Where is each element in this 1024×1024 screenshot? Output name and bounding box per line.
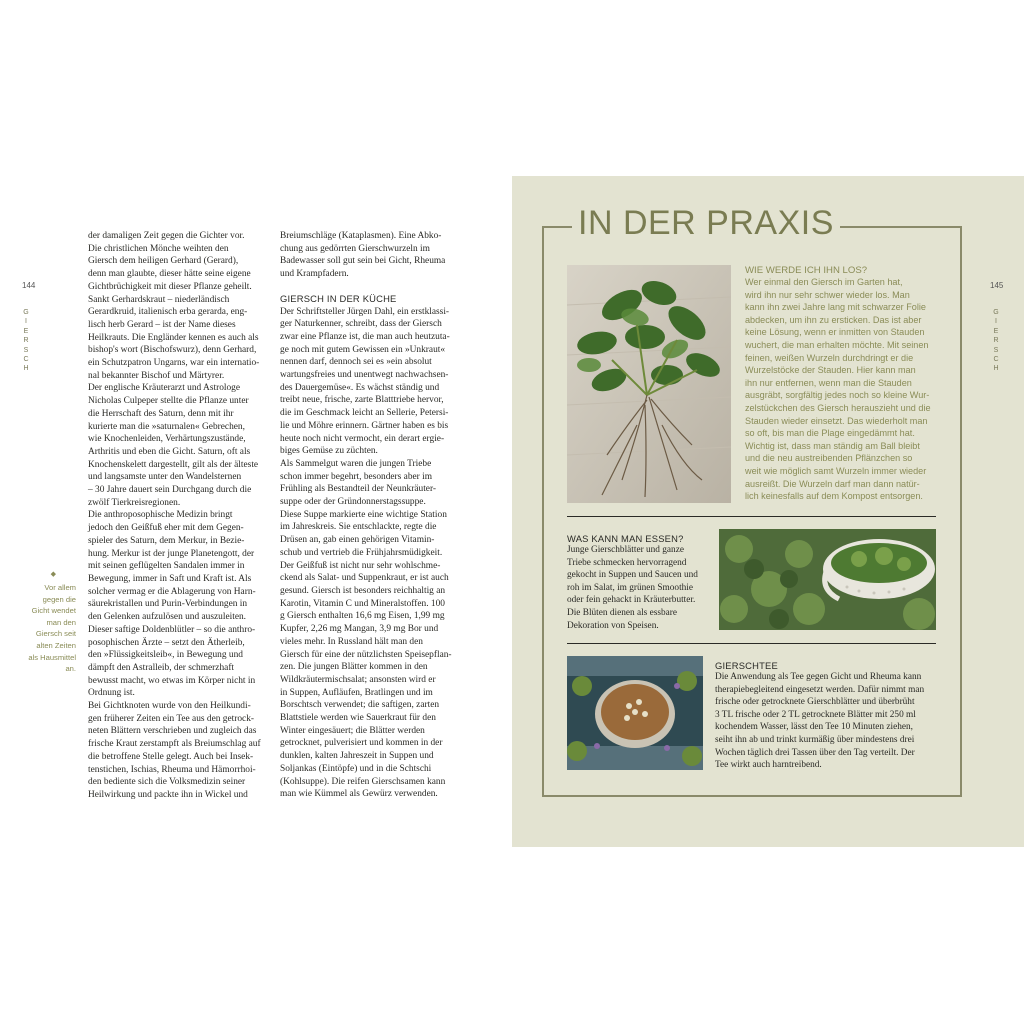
column-1-line: den Gelenken aufzulösen und auszuleiten. [88,612,247,623]
column-1-line: der damaligen Zeit gegen die Gichter vor. [88,231,245,241]
column-1-line: Arthritis und eben die Gicht. Saturn, oft als [88,446,251,457]
column-1-line: die betroffene Stelle gelegt. Auch bei Insek- [88,751,254,762]
frame-bottom-line [542,795,962,797]
section-tea-text [715,671,943,772]
column-1-line: säurekristallen und Purin-Verbindungen in [88,599,248,610]
side-note [28,571,76,675]
column-1-line: ein Schutzpatron Ungarns, war ein internatio- [88,358,260,369]
column-1-line: die Herrschaft des Saturn, denn mit ihr [88,408,234,419]
column-2-body-line: gesund. Giersch ist besonders reichhaltig an [280,585,446,596]
section-remove-line: ausgräbt, sorgfältig jedes noch so kleine Wur- [745,390,930,401]
section-remove-line: zelstückchen des Giersch herauszieht und die [745,402,931,413]
column-2-body-line: des Dauergemüse«. Es wächst ständig und [280,382,440,393]
column-2-body-line: g Giersch enthalten 16,6 mg Eisen, 1,99 mg [280,611,445,622]
column-1-line: den bediente sich die Volksmedizin seiner [88,777,246,788]
column-2-body-line: Der Geißfuß ist nicht nur sehr wohlschme- [280,560,441,571]
column-2-body-line: Soljankas (Eintöpfe) und in die Schtschi [280,763,432,774]
column-2-body-line: Diese Suppe markierte eine wichtige Station [280,509,447,520]
column-2-body-line: heute noch nicht vermocht, ein derart ergie- [280,433,445,444]
section-remove-line: und die neu austreibenden Pflänzchen so [745,453,913,464]
divider-2 [567,643,936,644]
section-remove-line: Wurzelstöcke der Stauden. Hier kann man [745,365,916,376]
column-1-line: Giersch dem heiligen Gerhard (Gerard), [88,256,239,267]
column-1-line: Sankt Gerhardskraut – niederländisch [88,294,230,305]
section-remove-line: kann ihn zwei Jahre lang mit schwarzer Folie [745,302,926,313]
column-1-line: Gichtbrüchigkeit mit dieser Pflanze geheilt. [88,281,252,292]
column-2-body-line: dunklen, kalten Jahreszeit in Suppen und [280,751,434,762]
section-tea-line: Tee wirkt auch harntreibend. [715,760,822,771]
column-2-body-line: Als Sammelgut waren die jungen Triebe [280,458,432,469]
section-tea-heading: GIERSCHTEE [715,660,778,671]
column-2-body-line: ge noch mit gutem Gewissen ein »Unkraut« [280,344,446,355]
column-1-line: Der englische Kräuterarzt und Astrologe [88,383,241,394]
page-number-left: 144 [22,281,36,290]
column-2-body-line: man wie Kümmel als Gewürz verwenden. [280,789,438,800]
section-eat-line: Dekoration von Speisen. [567,620,659,631]
column-2-body-line: wartungsfreies und unentwegt nachwachsen- [280,370,449,381]
section-remove-line: feinen, weißen Wurzeln durchdringt er die [745,352,914,363]
column-1-line: dämpft den Astralleib, der schmerzhaft [88,662,235,673]
column-1-line: Heilwirkung und packte ihn in Wickel und [88,789,248,800]
column-2-intro-line: Badewasser soll gut sein bei Gicht, Rheuma [280,256,446,267]
section-heading-kueche: GIERSCH IN DER KÜCHE [280,292,397,304]
column-2-body-line: Drüsen an, gab einen gehörigen Vitamin- [280,535,435,546]
column-1-line: Die christlichen Mönche weihten den [88,243,229,254]
column-2-intro [280,230,462,281]
body-column-1 [88,230,270,802]
column-1-line: frische Kraut zerstampft als Breiumschlag auf [88,739,261,750]
column-2-body-line: lie und Möhre erinnern. Gärtner haben es bis [280,420,449,431]
column-2-body-line: schon immer begehrt, besonders aber im [280,471,433,482]
column-1-line: Dieser saftige Doldenblütler – so die anthro- [88,624,256,635]
column-2-body-line: im Jahreskreis. Sie entschlackte, regte die [280,522,437,533]
section-remove-line: keine Lösung, wenn er inmitten von Stauden [745,327,925,338]
column-1-line: tenstichen, Ischias, Rheuma und Hämorrhoi- [88,764,256,775]
column-2-intro-line: Breiumschläge (Kataplasmen). Eine Abko- [280,231,442,241]
frame-left-line [542,226,544,797]
section-eat [567,533,727,632]
column-2-body-line: Der Schriftsteller Jürgen Dahl, ein erstklassi- [280,306,450,317]
section-tea-line: 3 TL frische oder 2 TL getrocknete Blätter mit 250 ml [715,709,916,720]
column-1-line: Bewegung, immer in Saft und Kraft ist. Als [88,573,252,584]
section-eat-line: Die Blüten dienen als essbare [567,607,677,618]
column-1-line: neten Blättern verschrieben und zugleich das [88,726,257,737]
column-2-body-line: treibt neue, frische, zarte Blatttriebe hervor, [280,395,444,406]
section-tea-line: therapiebegleitend eingesetzt werden. Dafür nimmt man [715,684,925,695]
column-2-body-line: schub und vertrieb die Frühjahrsmüdigkeit. [280,547,443,558]
section-remove-line: Stauden wieder einsetzt. Das wiederholt man [745,415,928,426]
section-eat-line: Junge Gierschblätter und ganze [567,545,684,555]
section-eat-heading: WAS KANN MAN ESSEN? [567,533,684,544]
divider-1 [567,516,936,517]
diamond-icon: ◆ [50,571,56,578]
column-2-body-line: ger Naturkenner, schreibt, dass der Giersch [280,319,442,330]
column-2-body-line: Winter eingesäuert; die Blätter werden [280,725,425,736]
column-2-body-line: zwar eine Pflanze ist, die man auch heutzuta- [280,331,450,342]
section-eat-line: oder fein gehackt in Kräuterbutter. [567,595,696,606]
column-1-line: Bei Gichtknoten wurde von den Heilkundi- [88,701,251,712]
column-1-line: lisch herb Gerard – ist der Name dieses [88,319,236,330]
page-number-right: 145 [990,281,1004,290]
section-remove-line: ausreißt. Die Wurzeln darf man dann natür- [745,478,920,489]
column-1-line: und langsamste unter den Wandelsternen [88,472,242,483]
column-1-line: gen früherer Zeiten ein Tee aus den getrock- [88,713,255,724]
column-2-body-line: Frühling als Bestandteil der Neunkräuter- [280,484,437,495]
column-2-body-line: Borschtsch verwendet; die saftigen, zarten [280,700,440,711]
section-remove [745,265,945,503]
uprooted-giersch-photo [567,265,731,503]
column-1-line: den »Flüssigkeitsleib«, in Bewegung und [88,650,243,661]
column-1-line: kurierte man die »saturnalen« Gebrechen, [88,421,245,432]
section-remove-line: Wichtig ist, dass man ständig am Ball bleibt [745,440,920,451]
column-1-line: Knochenskelett dargestellt, gilt als der älteste [88,459,259,470]
section-remove-text [745,276,945,503]
column-2-body-line: biges Gemüse zu züchten. [280,446,378,457]
section-remove-line: so oft, bis man die Plage eingedämmt hat. [745,428,915,439]
column-1-line: Nicholas Culpeper stellte die Pflanze unter [88,396,249,407]
column-1-line: jedoch den Geißfuß eher mit dem Gegen- [88,523,244,534]
body-column-2 [280,230,462,801]
column-2-body-line: ckend als Salat- und Suppenkraut, er ist auch [280,573,449,584]
column-2-body-line: getrocknet, pulverisiert und kommen in der [280,738,443,749]
column-2-body-line: vieles mehr. In Russland hält man den [280,636,423,647]
column-1-line: Gerardkruid, italienisch erba gerarda, eng- [88,307,248,318]
frame-right-line [960,226,962,797]
section-tea-line: frische oder getrocknete Gierschblätter und überbrüht [715,697,915,708]
column-2-body-line: in Suppen, Aufläufen, Bratlingen und im [280,687,433,698]
column-1-line: bewusst macht, wo etwas im Körper nicht in [88,675,256,686]
column-2-body-line: nennen darf, dennoch sei es »ein absolut [280,357,432,368]
tea-photo [567,656,703,770]
column-1-line: posophischen Ärzte – setzt den Ätherleib, [88,637,245,648]
column-2-body-line: Blattstiele werden wie Sauerkraut für den [280,713,436,724]
section-eat-line: Triebe schmecken hervorragend [567,557,687,568]
column-1-line: – 30 Jahre dauert sein Durchgang durch die [88,485,252,496]
column-2-body-line: Karotin, Vitamin C und Mineralstoffen. 100 [280,598,445,609]
column-2-intro-line: und Krampfadern. [280,269,349,280]
column-2-body-line: Kupfer, 2,26 mg Mangan, 3,9 mg Bor und [280,624,439,635]
running-title-right: G I E R S C H [993,309,999,373]
section-tea [715,660,943,772]
side-note-text: Vor allem gegen die Gicht wendet man den Giersch seit alten Zeiten als Hausmittel an. [28,583,76,674]
section-remove-line: ihn nur entfernen, wenn man die Stauden [745,377,912,388]
column-1-line: denn man glaubte, dieser hätte seine eigene [88,269,251,280]
column-1-line: Heilkrauts. Die Engländer kennen es auch als [88,332,259,343]
section-eat-line: roh im Salat, im grünen Smoothie [567,582,694,593]
column-1-line: nal bekannter Bischof und Märtyrer. [88,370,225,381]
column-2-body-line: suppe oder der Gründonnerstagssuppe. [280,497,426,508]
column-1-line: Ordnung ist. [88,688,135,699]
column-1-line: mit seinen geflügelten Sandalen immer in [88,561,245,572]
column-1-line: solcher vermag er die Ablagerung von Harn- [88,586,256,597]
column-2-body-line: die im Geschmack leicht an Sellerie, Petersi- [280,408,449,419]
praxis-title: IN DER PRAXIS [572,203,840,243]
column-1-line: bishop's wort (Bischofswurz), denn Gerhard, [88,345,257,356]
running-title-left: G I E R S C H [23,309,29,373]
colander-photo [719,529,936,630]
section-remove-line: wird ihn nur sehr schwer wieder los. Man [745,289,910,300]
column-1-line: wie Knochenleiden, Verhärtungszustände, [88,434,246,445]
column-1-line: hung. Merkur ist der junge Planetengott, der [88,548,255,559]
section-eat-line: gekocht in Suppen und Saucen und [567,570,698,581]
section-tea-line: Die Anwendung als Tee gegen Gicht und Rheuma kann [715,672,922,682]
column-1-line: Die anthroposophische Medizin bringt [88,510,233,521]
section-remove-heading: WIE WERDE ICH IHN LOS? [745,265,868,276]
praxis-panel [512,176,1024,847]
column-2-body-line: Wildkräutermischsalat; ansonsten wird er [280,674,436,685]
column-2-body-line: (Kohlsuppe). Die reifen Gierschsamen kann [280,776,446,787]
section-tea-line: kochendem Wasser, lässt den Tee 10 Minuten ziehen, [715,722,913,733]
section-remove-line: lich keinesfalls auf dem Kompost entsorgen. [745,491,923,502]
section-tea-line: Wochen täglich drei Tassen über den Tag verteilt. Der [715,747,915,758]
column-1-line: spieler des Saturn, dem Merkur, in Bezie- [88,535,245,546]
section-eat-text [567,544,727,632]
column-2-body-line: Giersch für eine der nützlichsten Speisepflan- [280,649,452,660]
section-remove-line: weit wie möglich samt Wurzeln immer wieder [745,465,927,476]
column-2-intro-line: chung aus gedörrten Gierschwurzeln im [280,243,430,254]
column-1-line: zwölf Tierkreisregionen. [88,497,181,508]
column-2-body-line: zen. Die jungen Blätter kommen in den [280,662,428,673]
section-remove-line: Wer einmal den Giersch im Garten hat, [745,277,903,287]
section-tea-line: seiht ihn ab und trinkt kurmäßig über mindestens drei [715,734,915,745]
section-remove-line: abdecken, um ihn zu ersticken. Das ist aber [745,314,922,325]
section-remove-line: wuchert, die man erhalten möchte. Mit seinen [745,339,929,350]
column-2-body [280,306,462,801]
